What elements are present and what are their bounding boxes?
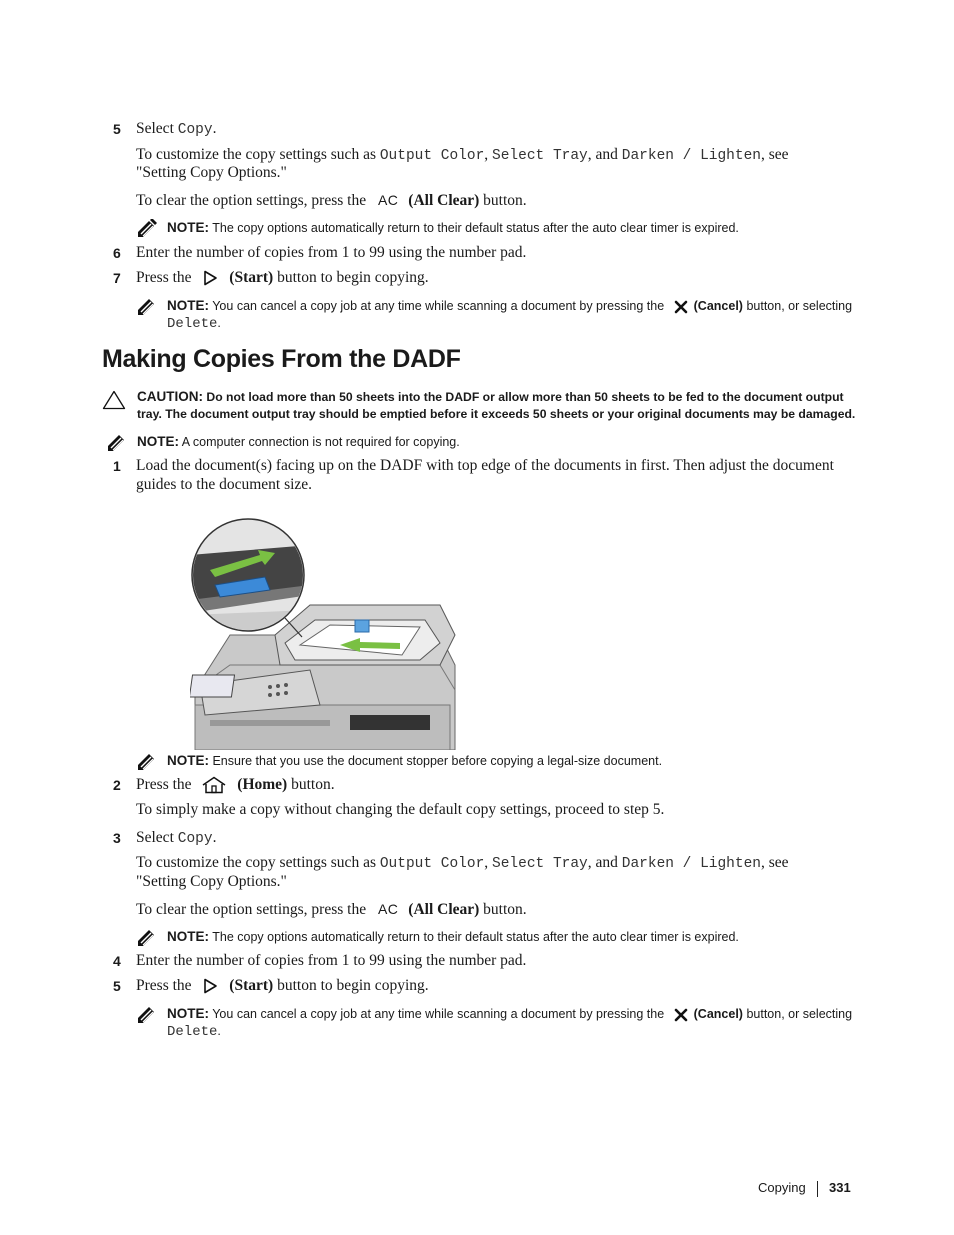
step-number: 2 <box>113 777 121 793</box>
start-triangle-icon <box>201 270 219 286</box>
step-text: Select Copy. <box>136 829 217 847</box>
step-number: 1 <box>113 458 121 474</box>
pencil-icon <box>106 433 128 453</box>
paragraph-customize: To customize the copy settings such as Output Color, Select Tray, and Darken / Lighten, see <box>136 146 789 164</box>
paragraph-clear: To clear the option settings, press the AC (All Clear) button. <box>136 192 527 209</box>
printer-dadf-illustration <box>190 515 460 750</box>
step-text: Press the (Home) button. <box>136 776 335 793</box>
step-text: Enter the number of copies from 1 to 99 using the number pad. <box>136 244 527 261</box>
paragraph-simply: To simply make a copy without changing the default copy settings, proceed to step 5. <box>136 801 665 818</box>
pencil-icon <box>136 1005 158 1025</box>
pencil-icon <box>136 752 158 772</box>
step-text: Enter the number of copies from 1 to 99 using the number pad. <box>136 952 527 969</box>
all-clear-icon: AC <box>377 901 399 917</box>
menu-code: Copy <box>177 122 213 138</box>
page-number: 331 <box>829 1180 851 1195</box>
step-text: Press the (Start) button to begin copying. <box>136 269 429 286</box>
all-clear-icon: AC <box>377 192 399 208</box>
step-number: 7 <box>113 270 121 286</box>
home-icon <box>201 776 227 794</box>
step-text: Press the (Start) button to begin copying. <box>136 977 429 994</box>
start-triangle-icon <box>201 978 219 994</box>
pencil-icon <box>136 928 158 948</box>
cancel-x-icon <box>674 300 688 314</box>
section-title: Making Copies From the DADF <box>102 345 461 373</box>
paragraph-customize: To customize the copy settings such as Output Color, Select Tray, and Darken / Lighten, see <box>136 854 789 872</box>
footer-divider <box>817 1181 818 1197</box>
pencil-icon <box>136 219 158 239</box>
step-text: Select Copy. <box>136 120 217 138</box>
warning-triangle-icon <box>102 390 126 410</box>
step-number: 6 <box>113 245 121 261</box>
paragraph-clear: To clear the option settings, press the AC (All Clear) button. <box>136 901 527 918</box>
footer-section: Copying <box>758 1180 806 1195</box>
step-text-line2: guides to the document size. <box>136 476 313 493</box>
step-text: Load the document(s) facing up on the DADF with top edge of the documents in first. Then adjust the document <box>136 457 834 474</box>
step-number: 5 <box>113 121 121 137</box>
step-number: 4 <box>113 953 121 969</box>
paragraph-customize-line2: "Setting Copy Options." <box>136 873 287 890</box>
step-number: 3 <box>113 830 121 846</box>
paragraph-customize-line2: "Setting Copy Options." <box>136 164 287 181</box>
pencil-icon <box>136 297 158 317</box>
step-number: 5 <box>113 978 121 994</box>
cancel-x-icon <box>674 1008 688 1022</box>
